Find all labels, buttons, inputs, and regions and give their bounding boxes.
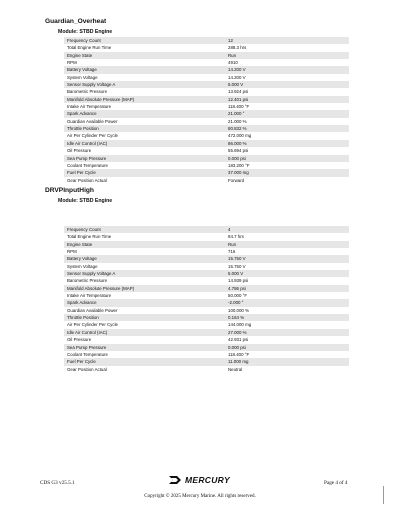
table-row: [64, 169, 349, 176]
parameter-name: Manifold Absolute Pressure (MAP): [64, 96, 225, 103]
parameter-value: 84.7 hrs: [225, 233, 349, 240]
parameter-value: 80.832 %: [225, 125, 349, 132]
parameter-value: 55.694 psi: [225, 147, 349, 154]
parameter-value: 37.000 mg: [225, 169, 349, 176]
table-row: [64, 177, 349, 184]
parameter-name: Gear Position Actual: [64, 366, 225, 373]
parameter-value: Run: [225, 241, 349, 248]
parameter-value: 100.000 %: [225, 307, 349, 314]
table-row: [64, 103, 349, 110]
table-row: [64, 233, 349, 240]
parameter-name: Air Per Cylinder Per Cycle: [64, 132, 225, 139]
parameter-value: Run: [225, 52, 349, 59]
brand-logo: [168, 474, 230, 486]
parameter-name: Manifold Absolute Pressure (MAP): [64, 285, 225, 292]
parameter-name: Intake Air Temperature: [64, 103, 225, 110]
parameter-name: Guardian Available Power: [64, 307, 225, 314]
table-row: [64, 74, 349, 81]
parameter-value: 0.000 psi: [225, 344, 349, 351]
table-row: [64, 358, 349, 365]
parameter-table: [64, 37, 349, 184]
parameter-name: Spark Advance: [64, 110, 225, 117]
parameter-name: Throttle Position: [64, 125, 225, 132]
parameter-value: 15.750 V: [225, 255, 349, 262]
parameter-value: 144.000 mg: [225, 321, 349, 328]
parameter-name: Barometric Pressure: [64, 88, 225, 95]
parameter-name: Battery Voltage: [64, 255, 225, 262]
parameter-value: 0.164 %: [225, 314, 349, 321]
parameter-value: 13.924 psi: [225, 88, 349, 95]
parameter-name: Spark Advance: [64, 299, 225, 306]
parameter-value: 118.400 °F: [225, 351, 349, 358]
section-title: DRVPInputHigh: [45, 187, 94, 194]
parameter-value: 183.200 °F: [225, 162, 349, 169]
parameter-value: 42.931 psi: [225, 336, 349, 343]
scan-mark: [383, 486, 384, 504]
parameter-name: Total Engine Run Time: [64, 44, 225, 51]
parameter-value: Neutral: [225, 366, 349, 373]
parameter-value: 21.000 °: [225, 110, 349, 117]
table-row: [64, 118, 349, 125]
parameter-value: 5.000 V: [225, 270, 349, 277]
table-row: [64, 155, 349, 162]
parameter-value: 716: [225, 248, 349, 255]
parameter-value: 4.786 psi: [225, 285, 349, 292]
parameter-name: Coolant Temperature: [64, 162, 225, 169]
table-row: [64, 321, 349, 328]
parameter-value: -2.000 °: [225, 299, 349, 306]
parameter-name: Intake Air Temperature: [64, 292, 225, 299]
parameter-name: System Voltage: [64, 263, 225, 270]
table-row: [64, 351, 349, 358]
parameter-value: 4910: [225, 59, 349, 66]
table-row: [64, 88, 349, 95]
parameter-name: Battery Voltage: [64, 66, 225, 73]
table-row: [64, 344, 349, 351]
table-row: [64, 277, 349, 284]
parameter-name: RPM: [64, 248, 225, 255]
parameter-name: Frequency Count: [64, 226, 225, 233]
version-label: CDS G3 v25.5.1: [40, 480, 75, 486]
table-row: [64, 299, 349, 306]
table-row: [64, 285, 349, 292]
parameter-name: Barometric Pressure: [64, 277, 225, 284]
table-row: [64, 255, 349, 262]
table-row: [64, 52, 349, 59]
table-row: [64, 162, 349, 169]
parameter-value: 14.200 V: [225, 66, 349, 73]
parameter-name: Coolant Temperature: [64, 351, 225, 358]
table-row: [64, 263, 349, 270]
table-row: [64, 292, 349, 299]
parameter-name: Fuel Per Cycle: [64, 169, 225, 176]
parameter-name: Sensor Supply Voltage A: [64, 270, 225, 277]
parameter-value: 50.000 °F: [225, 292, 349, 299]
parameter-value: 12.401 psi: [225, 96, 349, 103]
parameter-value: 15.750 V: [225, 263, 349, 270]
mercury-wing-icon: [168, 474, 182, 486]
parameter-value: 14.200 V: [225, 74, 349, 81]
parameter-value: 12: [225, 37, 349, 44]
parameter-name: Engine State: [64, 241, 225, 248]
module-title: Module: STBD Engine: [58, 198, 113, 204]
parameter-name: System Voltage: [64, 74, 225, 81]
parameter-value: 11.000 mg: [225, 358, 349, 365]
parameter-name: Gear Position Actual: [64, 177, 225, 184]
parameter-value: 14.939 psi: [225, 277, 349, 284]
parameter-name: Sensor Supply Voltage A: [64, 81, 225, 88]
parameter-name: Throttle Position: [64, 314, 225, 321]
parameter-value: 86.000 %: [225, 140, 349, 147]
section-title: Guardian_Overheat: [45, 18, 107, 25]
parameter-value: 0.000 psi: [225, 155, 349, 162]
module-title: Module: STBD Engine: [58, 29, 113, 35]
table-row: [64, 81, 349, 88]
table-row: [64, 44, 349, 51]
parameter-name: Frequency Count: [64, 37, 225, 44]
parameter-value: 27.000 %: [225, 329, 349, 336]
table-row: [64, 96, 349, 103]
table-row: [64, 59, 349, 66]
parameter-value: 5.000 V: [225, 81, 349, 88]
parameter-name: Sea Pump Pressure: [64, 344, 225, 351]
table-row: [64, 132, 349, 139]
brand-name: MERCURY: [185, 475, 230, 485]
table-row: [64, 314, 349, 321]
table-row: [64, 110, 349, 117]
parameter-value: 472.000 mg: [225, 132, 349, 139]
parameter-value: 118.400 °F: [225, 103, 349, 110]
table-row: [64, 66, 349, 73]
parameter-name: Fuel Per Cycle: [64, 358, 225, 365]
table-row: [64, 307, 349, 314]
copyright-notice: Copyright © 2025 Mercury Marine. All rights reserved.: [144, 494, 256, 499]
parameter-value: 288.3 hrs: [225, 44, 349, 51]
page-number: Page 4 of 4: [324, 480, 348, 486]
table-row: [64, 147, 349, 154]
parameter-name: Oil Pressure: [64, 147, 225, 154]
parameter-name: Engine State: [64, 52, 225, 59]
parameter-name: Idle Air Control (IAC): [64, 329, 225, 336]
table-row: [64, 366, 349, 373]
parameter-value: 4: [225, 226, 349, 233]
parameter-table: [64, 226, 349, 373]
table-row: [64, 248, 349, 255]
table-row: [64, 329, 349, 336]
parameter-name: Sea Pump Pressure: [64, 155, 225, 162]
parameter-name: Oil Pressure: [64, 336, 225, 343]
parameter-value: Forward: [225, 177, 349, 184]
table-row: [64, 226, 349, 233]
parameter-name: Total Engine Run Time: [64, 233, 225, 240]
table-row: [64, 37, 349, 44]
parameter-value: 21.000 %: [225, 118, 349, 125]
table-row: [64, 140, 349, 147]
table-row: [64, 270, 349, 277]
table-row: [64, 125, 349, 132]
parameter-name: Idle Air Control (IAC): [64, 140, 225, 147]
table-row: [64, 336, 349, 343]
table-row: [64, 241, 349, 248]
parameter-name: Air Per Cylinder Per Cycle: [64, 321, 225, 328]
parameter-name: RPM: [64, 59, 225, 66]
parameter-name: Guardian Available Power: [64, 118, 225, 125]
